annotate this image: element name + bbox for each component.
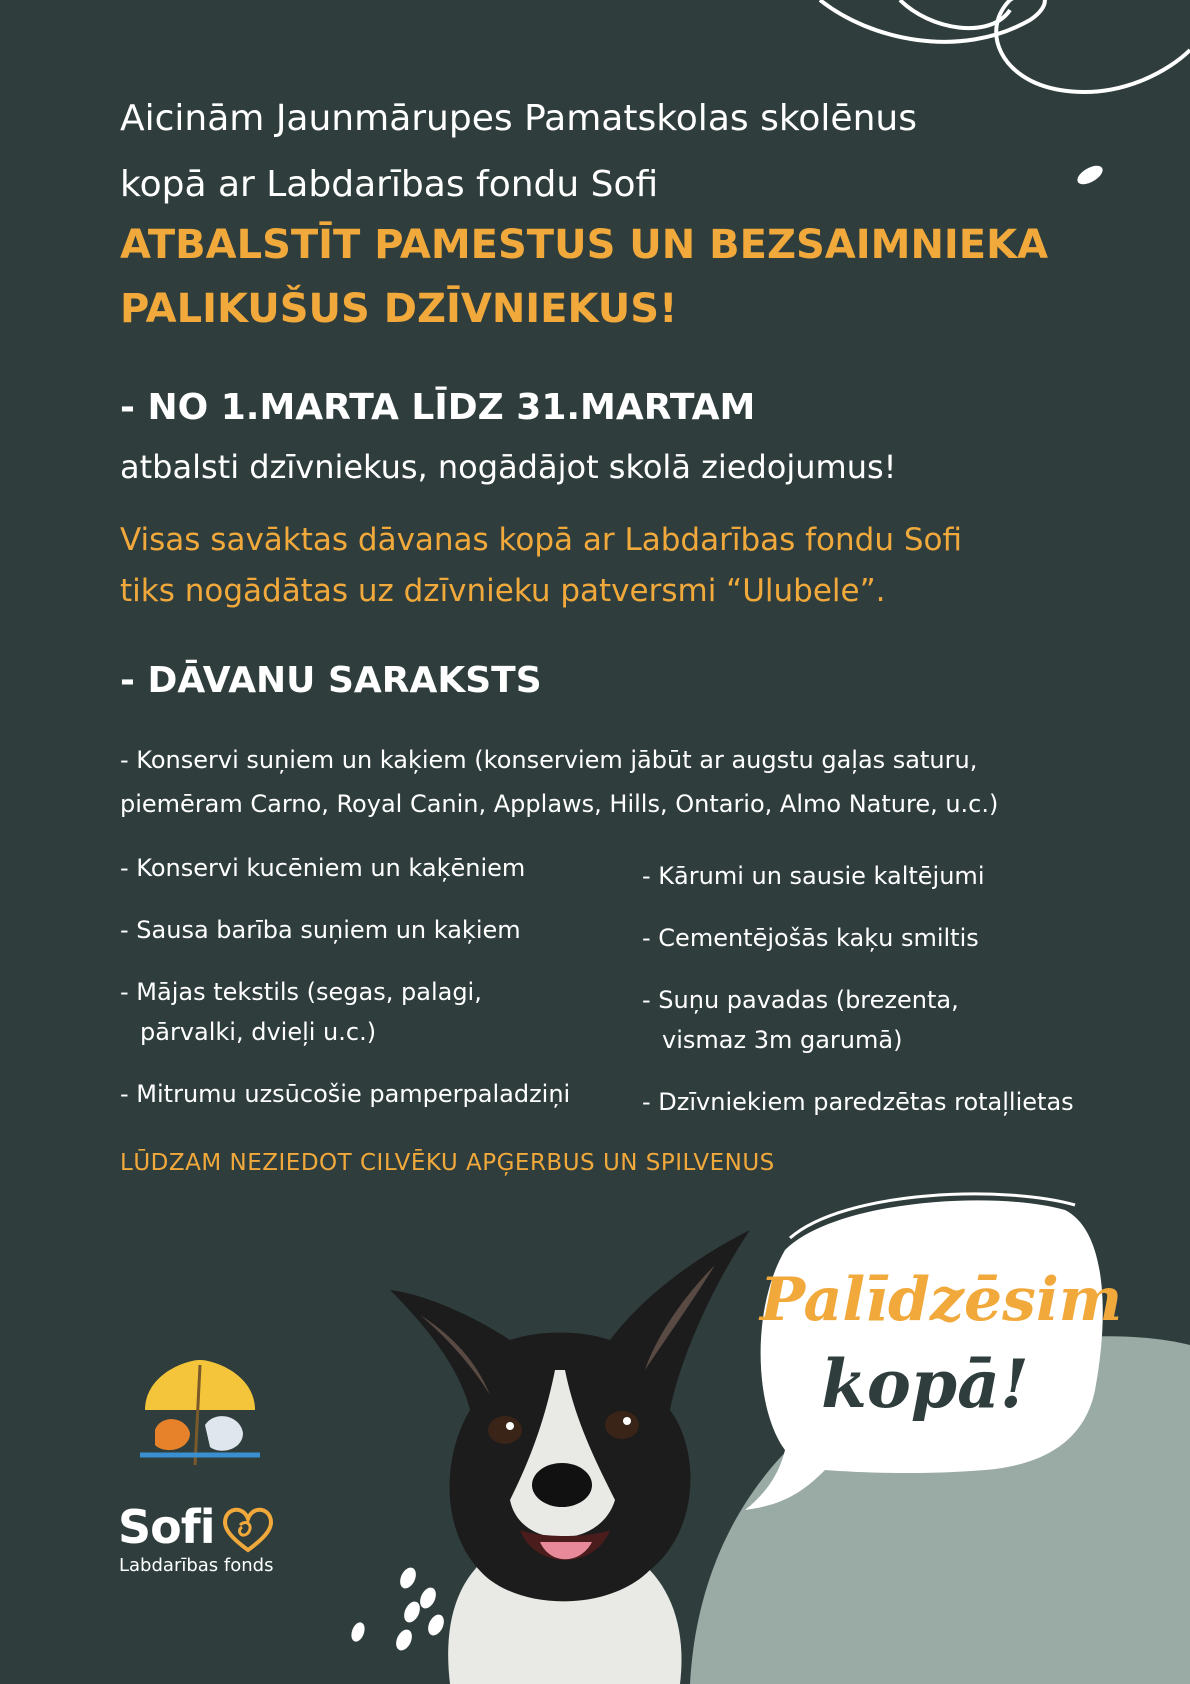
headline-line-2: PALIKUŠUS DZĪVNIEKUS! [120,286,678,332]
destination-line-2: tiks nogādātas uz dzīvnieku patversmi “Ulubele”. [120,573,886,609]
gift-item-continued: pārvalki, dvieļi u.c.) [140,1018,377,1046]
donation-warning: LŪDZAM NEZIEDOT CILVĒKU APĢERBUS UN SPILVENUS [120,1150,775,1176]
dot-decoration [1074,162,1105,188]
gift-list-title: - DĀVANU SARAKSTS [120,660,542,701]
speech-line-1: Palīdzēsim [760,1265,1123,1335]
gift-item: - Konservi kucēniem un kaķēniem [120,854,526,882]
scribble-line-2 [900,0,1010,28]
intro-line-2: kopā ar Labdarības fondu Sofi [120,164,659,205]
headline-line-1: ATBALSTĪT PAMESTUS UN BEZSAIMNIEKA [120,222,1049,268]
gift-item: - Kārumi un sausie kaltējumi [642,862,985,890]
gift-item: - Dzīvniekiem paredzētas rotaļlietas [642,1088,1074,1116]
destination-line-1: Visas savāktas dāvanas kopā ar Labdarības fondu Sofi [120,522,963,558]
sofi-logo-subtitle: Labdarības fonds [119,1555,274,1576]
gift-item-continued: vismaz 3m garumā) [662,1026,903,1054]
sofi-logo-name: Sofi [118,1500,215,1554]
gift-item: - Suņu pavadas (brezenta, [642,986,959,1014]
dog-photo [370,1220,750,1684]
heart-loop-icon [220,1505,276,1555]
gift-item-wide-line-2: piemēram Carno, Royal Canin, Applaws, Hills, Ontario, Almo Nature, u.c.) [120,790,999,818]
ulubele-logo [135,1355,265,1475]
period-title: - NO 1.MARTA LĪDZ 31.MARTAM [120,387,756,428]
period-text: atbalsti dzīvniekus, nogādājot skolā ziedojumus! [120,448,897,486]
gift-item: - Cementējošās kaķu smiltis [642,924,979,952]
gift-item-wide-line-1: - Konservi suņiem un kaķiem (konserviem jābūt ar augstu gaļas saturu, [120,746,978,774]
gift-item: - Sausa barība suņiem un kaķiem [120,916,521,944]
gift-item: - Mājas tekstils (segas, palagi, [120,978,482,1006]
speech-line-2: kopā! [821,1345,1029,1423]
intro-line-1: Aicinām Jaunmārupes Pamatskolas skolēnus [120,98,917,139]
gift-item: - Mitrumu uzsūcošie pamperpaladziņi [120,1080,571,1108]
